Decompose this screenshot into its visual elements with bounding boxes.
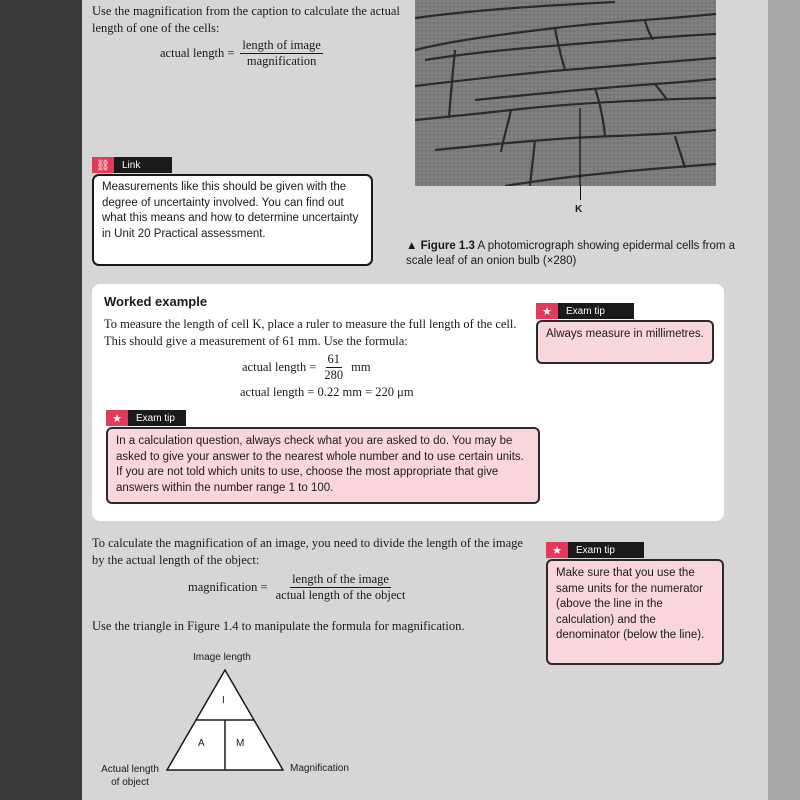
exam-tip-2-text: Make sure that you use the same units for the numerator (above the line in the calculation) and the denominator (below the line). [556, 567, 705, 641]
link-box [92, 174, 373, 266]
exam-tip-2-tag [546, 542, 644, 558]
formula-denominator: magnification [246, 54, 317, 68]
caption-figure-number: Figure 1.3 [420, 240, 475, 252]
magnification-formula-numerator: length of the image [292, 572, 389, 586]
triangle-left-label [94, 763, 166, 789]
triangle-cell-i: I [222, 695, 225, 706]
triangle-top-label: Image length [193, 652, 251, 663]
formula-lhs: actual length = [160, 46, 235, 60]
figure-caption [406, 239, 736, 269]
exam-tip-1-tag [536, 303, 634, 319]
link-tag-label: Link [114, 157, 172, 173]
magnification-formula [188, 572, 407, 603]
exam-tip-1-label: Exam tip [558, 303, 634, 319]
inner-exam-tip-tag [106, 410, 186, 426]
magnification-formula-denominator: actual length of the object [275, 588, 406, 602]
triangle-left-label-line-1: Actual length [101, 764, 159, 775]
star-icon: ★ [546, 542, 568, 558]
formula-numerator: length of image [242, 38, 321, 52]
worked-formula-1-denominator: 280 [324, 368, 344, 382]
star-icon: ★ [106, 410, 128, 426]
exam-tip-1-box [536, 320, 714, 364]
worked-formula-2: actual length = 0.22 mm = 220 μm [240, 385, 414, 399]
worked-formula-1-numerator: 61 [327, 352, 341, 366]
worked-example-text: To measure the length of cell K, place a ruler to measure the full length of the cell. This should give a measurement of 61 mm. Use the formula: [104, 317, 517, 348]
inner-exam-tip-label: Exam tip [128, 410, 186, 426]
magnification-triangle [160, 665, 290, 775]
triangle-left-label-line-2: of object [111, 777, 149, 788]
inner-exam-tip-text: In a calculation question, always check what you are asked to do. You may be asked to give your answer to the nearest whole number and to use certain units. If you are not told which units to use, choose the most appropriate that give answers within the number range 1 to 100. [116, 435, 524, 494]
link-chain-icon: ⛓ [92, 157, 114, 173]
triangle-cell-m: M [236, 738, 245, 749]
worked-example-title: Worked example [104, 294, 208, 309]
cell-k-label: K [575, 204, 583, 215]
exam-tip-2-box [546, 559, 724, 665]
page-gutter [768, 0, 800, 800]
worked-formula-1-lhs: actual length = [242, 360, 317, 374]
inner-exam-tip-box [106, 427, 540, 504]
exam-tip-1-text: Always measure in millimetres. [546, 328, 704, 340]
worked-formula-1-unit: mm [351, 360, 371, 374]
triangle-instruction: Use the triangle in Figure 1.4 to manipulate the formula for magnification. [92, 619, 465, 633]
actual-length-formula [160, 38, 323, 69]
link-box-text: Measurements like this should be given with the degree of uncertainty involved. You can find out what this means and how to determine uncertainty in Unit 20 Practical assessment. [102, 181, 359, 240]
link-tag [92, 157, 172, 173]
worked-formula-1 [242, 352, 371, 383]
caption-text: A photomicrograph showing epidermal cells from a scale leaf of an onion bulb (×280) [406, 240, 736, 267]
worked-formula-1-fraction [322, 352, 345, 383]
triangle-cell-a: A [198, 738, 205, 749]
intro-text: Use the magnification from the caption to calculate the actual length of one of the cells: [92, 4, 400, 35]
formula-fraction [240, 38, 322, 69]
magnification-text: To calculate the magnification of an image, you need to divide the length of the image by the actual length of the object: [92, 536, 523, 567]
magnification-formula-lhs: magnification = [188, 580, 268, 594]
star-icon: ★ [536, 303, 558, 319]
onion-cells-photomicrograph [415, 0, 716, 186]
leader-line-k [580, 186, 581, 200]
triangle-right-label: Magnification [290, 763, 349, 774]
caption-triangle-icon: ▲ [406, 240, 421, 252]
magnification-formula-fraction [274, 572, 408, 603]
exam-tip-2-label: Exam tip [568, 542, 644, 558]
